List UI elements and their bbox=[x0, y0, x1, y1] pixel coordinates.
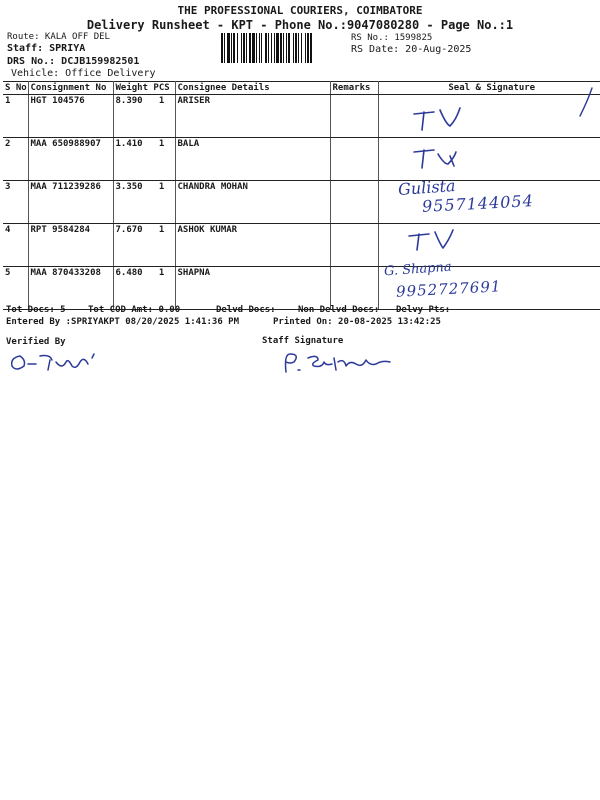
cell-sno: 3 bbox=[3, 181, 28, 224]
cell-consignee: SHAPNA bbox=[175, 267, 330, 310]
barcode-bar bbox=[246, 33, 247, 63]
col-remarks: Remarks bbox=[330, 82, 378, 95]
barcode-bar bbox=[271, 33, 272, 63]
barcode-bar bbox=[256, 33, 257, 63]
barcode-bar bbox=[293, 33, 294, 63]
cell-consignment: RPT 9584284 bbox=[28, 224, 113, 267]
cell-weight-pcs bbox=[113, 224, 175, 267]
handwritten-name-row3: Gulista bbox=[397, 176, 457, 199]
col-seal-signature: Seal & Signature bbox=[378, 82, 600, 95]
cell-weight-pcs bbox=[113, 181, 175, 224]
tick-mark-row4 bbox=[405, 226, 465, 256]
col-consignment: Consignment No bbox=[28, 82, 113, 95]
barcode-bar bbox=[268, 33, 269, 63]
staff-signature-label: Staff Signature bbox=[262, 336, 344, 346]
non-delivered-docs: Non Delvd Docs: bbox=[298, 305, 380, 315]
company-title: THE PROFESSIONAL COURIERS, COIMBATORE bbox=[177, 4, 423, 17]
drs-number: DRS No.: DCJB159982501 bbox=[7, 56, 140, 67]
cell-consignment: HGT 104576 bbox=[28, 95, 113, 138]
cell-remarks bbox=[330, 95, 378, 138]
cell-consignment: MAA 650988907 bbox=[28, 138, 113, 181]
barcode-bar bbox=[259, 33, 260, 63]
cell-consignment: MAA 711239286 bbox=[28, 181, 113, 224]
cell-consignment: MAA 870433208 bbox=[28, 267, 113, 310]
col-weight-pcs: Weight PCS bbox=[113, 82, 175, 95]
cell-weight: 1.410 bbox=[115, 139, 143, 149]
verifier-signature bbox=[6, 346, 106, 376]
barcode-bar bbox=[243, 33, 245, 63]
barcode-bar bbox=[298, 33, 299, 63]
total-cod: Tot COD Amt: 0.00 bbox=[88, 305, 181, 315]
table-header-row bbox=[3, 82, 600, 95]
barcode-bar bbox=[249, 33, 251, 63]
route-label: Route: KALA OFF DEL bbox=[7, 32, 110, 42]
cell-consignee: CHANDRA MOHAN bbox=[175, 181, 330, 224]
barcode-bar bbox=[274, 33, 275, 63]
handwritten-phone-row3: 9557144054 bbox=[421, 191, 535, 216]
cell-sno: 1 bbox=[3, 95, 28, 138]
cell-consignee: ASHOK KUMAR bbox=[175, 224, 330, 267]
rs-number: RS No.: 1599825 bbox=[351, 33, 433, 43]
barcode-bar bbox=[265, 33, 267, 63]
barcode-bar bbox=[231, 33, 232, 63]
cell-pcs: 1 bbox=[158, 96, 165, 106]
staff-label: Staff: SPRIYA bbox=[7, 43, 86, 54]
table-row bbox=[3, 224, 600, 267]
cell-remarks bbox=[330, 224, 378, 267]
handwritten-phone-row5: 9952727691 bbox=[395, 277, 502, 301]
table-row bbox=[3, 267, 600, 310]
runsheet-subtitle: Delivery Runsheet - KPT - Phone No.:9047080280 - Page No.:1 bbox=[86, 18, 514, 32]
cell-weight-pcs bbox=[113, 138, 175, 181]
col-consignee: Consignee Details bbox=[175, 82, 330, 95]
total-docs: Tot Docs: 5 bbox=[6, 305, 66, 315]
cell-remarks bbox=[330, 181, 378, 224]
cell-sno: 4 bbox=[3, 224, 28, 267]
barcode-bar bbox=[224, 33, 225, 63]
tick-mark-row2 bbox=[410, 144, 470, 174]
barcode-bar bbox=[283, 33, 284, 63]
rs-date: RS Date: 20-Aug-2025 bbox=[351, 44, 472, 55]
barcode-bar bbox=[295, 33, 297, 63]
printed-on: Printed On: 20-08-2025 13:42:25 bbox=[273, 317, 441, 327]
barcode-bar bbox=[288, 33, 290, 63]
cell-pcs: 1 bbox=[158, 139, 165, 149]
table-row bbox=[3, 95, 600, 138]
verified-by-label: Verified By bbox=[6, 337, 66, 347]
barcode-bar bbox=[233, 33, 235, 63]
col-sno: S No bbox=[5, 83, 27, 93]
vehicle-label: Vehicle: Office Delivery bbox=[11, 68, 156, 79]
pen-mark bbox=[578, 86, 598, 122]
barcode-bar bbox=[276, 33, 279, 63]
cell-remarks bbox=[330, 267, 378, 310]
delivered-docs: Delvd Docs: bbox=[216, 305, 276, 315]
barcode-bar bbox=[307, 33, 309, 63]
cell-weight-pcs bbox=[113, 267, 175, 310]
cell-consignee: BALA bbox=[175, 138, 330, 181]
handwritten-name-row5: G. Shapna bbox=[383, 259, 453, 280]
entered-by: Entered By :SPRIYAKPT 08/20/2025 1:41:36 PM bbox=[6, 317, 239, 327]
barcode bbox=[221, 33, 348, 63]
cell-weight: 6.480 bbox=[115, 268, 143, 278]
cell-pcs: 1 bbox=[158, 182, 165, 192]
barcode-bar bbox=[221, 33, 223, 63]
cell-sno: 5 bbox=[3, 267, 28, 310]
barcode-bar bbox=[237, 33, 238, 63]
tick-mark-row1 bbox=[410, 104, 470, 134]
cell-sno: 2 bbox=[3, 138, 28, 181]
barcode-bar bbox=[301, 33, 302, 63]
barcode-bar bbox=[310, 33, 312, 63]
cell-consignee: ARISER bbox=[175, 95, 330, 138]
cell-weight-pcs bbox=[113, 95, 175, 138]
barcode-bar bbox=[286, 33, 287, 63]
barcode-bar bbox=[252, 33, 255, 63]
staff-signature bbox=[278, 348, 398, 378]
barcode-bar bbox=[305, 33, 306, 63]
table-row bbox=[3, 138, 600, 181]
barcode-bar bbox=[227, 33, 230, 63]
cell-remarks bbox=[330, 138, 378, 181]
cell-pcs: 1 bbox=[158, 268, 165, 278]
cell-weight: 3.350 bbox=[115, 182, 143, 192]
delivery-points: Delvy Pts: bbox=[396, 305, 451, 315]
barcode-bar bbox=[241, 33, 242, 63]
cell-weight: 8.390 bbox=[115, 96, 143, 106]
cell-pcs: 1 bbox=[158, 225, 165, 235]
barcode-bar bbox=[261, 33, 262, 63]
cell-weight: 7.670 bbox=[115, 225, 143, 235]
barcode-bar bbox=[280, 33, 282, 63]
